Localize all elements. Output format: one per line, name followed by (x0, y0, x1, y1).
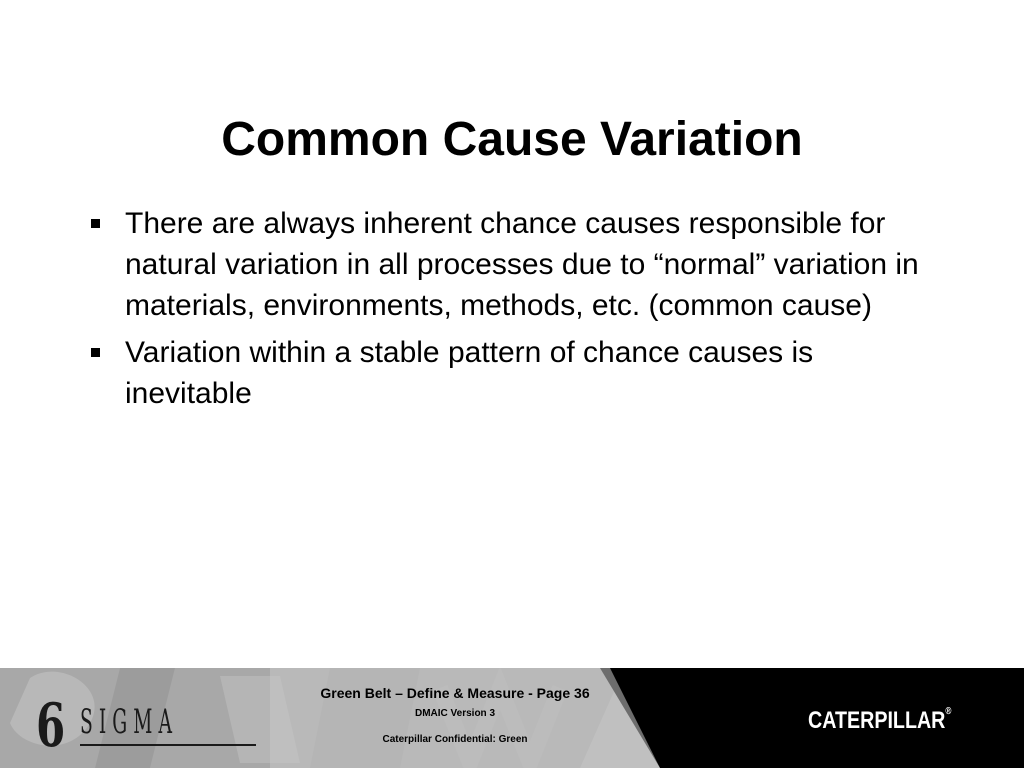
six-sigma-logo-number: 6 (36, 691, 66, 761)
registered-mark: ® (945, 706, 952, 717)
six-sigma-logo-word: SIGMA (80, 702, 179, 742)
slide-title: Common Cause Variation (221, 113, 803, 167)
square-bullet-icon (91, 348, 100, 357)
bullet-text: Variation within a stable pattern of chance causes is inevitable (125, 336, 814, 410)
caterpillar-logo (808, 704, 952, 738)
footer-version: DMAIC Version 3 (414, 708, 496, 719)
bullet-text: There are always inherent chance causes responsible for natural variation in all processes due to “normal” variation in materials, environments, methods, etc. (common cause) (125, 207, 919, 322)
bullet-item (88, 332, 938, 414)
six-sigma-logo-rule (80, 744, 256, 746)
bullet-item (88, 203, 938, 326)
caterpillar-logo-text: CATERPILLAR (808, 707, 946, 734)
footer-text (270, 668, 640, 768)
bullet-list (88, 203, 938, 420)
footer-page-info: Green Belt – Define & Measure - Page 36 (320, 685, 590, 701)
six-sigma-logo (36, 691, 236, 761)
footer-confidentiality: Caterpillar Confidential: Green (382, 734, 528, 745)
square-bullet-icon (91, 219, 100, 228)
